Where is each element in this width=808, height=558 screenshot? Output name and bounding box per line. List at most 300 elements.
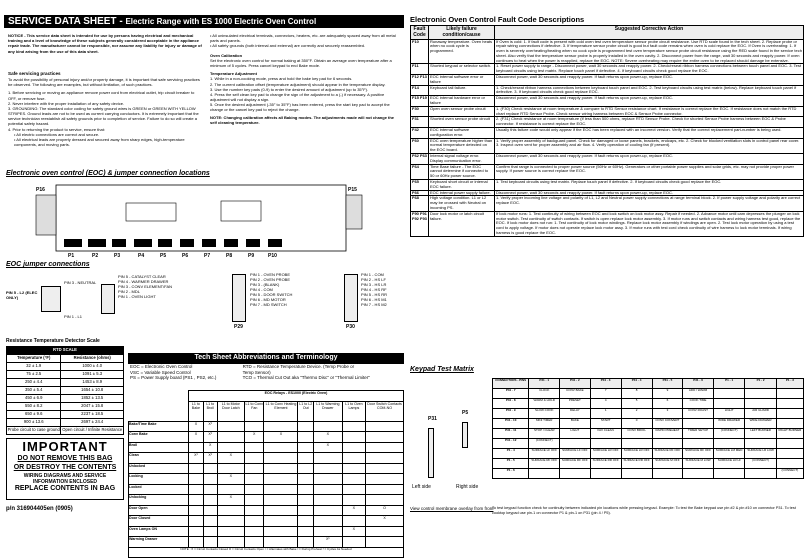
relay-cell bbox=[217, 421, 244, 432]
relay-mode-label: Locking bbox=[129, 474, 189, 485]
keypad-cell bbox=[560, 439, 591, 449]
keypad-col-header: P31 - 3 bbox=[590, 379, 621, 389]
table-row bbox=[411, 106, 804, 117]
relay-cell bbox=[203, 495, 217, 506]
keypad-cell: RAPID PREHEAT bbox=[652, 429, 683, 439]
relay-cell: X¹ bbox=[313, 537, 342, 548]
fault-action: 1. Verify proper incoming line voltage and polarity of L1, L2 and Neutral power supply connections at range terminal block. 2. If power supply voltage and polarity are correct replace EOC. bbox=[495, 196, 804, 211]
jumper-l2-label: PIN 5 - L2 (ELEC ONLY) bbox=[6, 290, 38, 300]
table-row bbox=[129, 421, 404, 432]
keypad-cell: (CONNECT) bbox=[776, 469, 803, 479]
relay-cell: X bbox=[264, 432, 298, 443]
eoc-pin-block-p5 bbox=[158, 239, 172, 247]
relay-cell bbox=[264, 495, 298, 506]
fault-cause: EOC internal power supply failure. bbox=[429, 190, 495, 196]
calibration-step-4: 4. Press the self clean key pad to change the sign of the adjustment to a (-) if necessary. A positive adjustment will not display a sign. bbox=[210, 91, 385, 103]
relay-mode-label: Door Closed bbox=[129, 516, 189, 527]
eoc-chip bbox=[221, 201, 261, 221]
fault-cause: EOC internal software error or failure bbox=[429, 75, 495, 86]
fault-action: Disconnect power, wait 30 seconds and reapply power. If fault returns upon power-up, replace EOC. bbox=[495, 190, 804, 196]
relay-cell bbox=[366, 453, 404, 464]
relay-cell bbox=[313, 526, 342, 537]
table-row bbox=[129, 516, 404, 527]
important-line-4: INFORMATION ENCLOSED bbox=[32, 479, 98, 485]
relay-col-header: Door Switch Contacts COM-NO bbox=[366, 401, 404, 421]
relay-cell bbox=[189, 495, 204, 506]
keypad-cell bbox=[529, 469, 560, 479]
keypad-col-header: CONNECTORS - PINS bbox=[493, 379, 529, 389]
relay-cell bbox=[342, 453, 365, 464]
safe-practices-col2 bbox=[210, 33, 402, 125]
table-row bbox=[411, 39, 804, 64]
jumper-p1-connector bbox=[41, 286, 61, 312]
keypad-col-header: P31 - 1 bbox=[529, 379, 560, 389]
label-p3: P3 bbox=[114, 253, 121, 259]
table-row bbox=[411, 117, 804, 128]
table-row bbox=[7, 387, 124, 395]
relay-cell bbox=[244, 484, 263, 495]
jumper-left-pin-1: PIN 1 - OVEN LIGHT bbox=[118, 294, 156, 299]
relay-cell bbox=[217, 463, 244, 474]
relay-cell bbox=[313, 505, 342, 516]
eoc-connector-p15 bbox=[346, 195, 362, 229]
keypad-cell bbox=[713, 439, 745, 449]
keypad-matrix-header bbox=[493, 379, 804, 389]
temp-adjust-title: Temperature Adjustment bbox=[210, 71, 257, 77]
fault-code: F31 bbox=[411, 117, 429, 128]
fault-cause: EOC internal software configuration error. bbox=[429, 128, 495, 139]
relay-cell bbox=[298, 495, 314, 506]
table-row bbox=[493, 469, 804, 479]
keypad-row-header: P31 - 7 bbox=[493, 389, 529, 399]
relay-cell bbox=[366, 537, 404, 548]
keypad-cell: LIGHT bbox=[560, 429, 591, 439]
rtd-cell: 1091 ± 5.3 bbox=[61, 371, 124, 379]
fault-code: F14 bbox=[411, 85, 429, 96]
keypad-cell: 8 bbox=[621, 389, 652, 399]
keypad-cell: CONV ROAST bbox=[683, 409, 714, 419]
rtd-cell: 2697 ± 24.4 bbox=[61, 419, 124, 427]
keypad-cell bbox=[713, 399, 745, 409]
important-title: IMPORTANT bbox=[22, 439, 108, 454]
relay-mode-label: Conv Bake bbox=[129, 432, 189, 443]
keypad-cell: SURFACE LR HI bbox=[713, 459, 745, 469]
relay-cell bbox=[264, 453, 298, 464]
jumper-mid-pin-6: PIN 6 - MD MOTOR bbox=[250, 297, 286, 302]
keypad-cell bbox=[776, 459, 803, 469]
relay-cell bbox=[244, 463, 263, 474]
abbrev-eoc: EOC = Electronic Oven Control bbox=[130, 364, 193, 369]
jumper-p30-connector bbox=[344, 274, 358, 322]
eoc-relay-block bbox=[126, 203, 176, 221]
safe-practices-intro: To avoid the possibility of personal injury and/or property damage, it is important that safe servicing practices be observed. The following are examples, but without limitation, of such practices. bbox=[8, 76, 200, 88]
keypad-col-header: P31 - 2 bbox=[560, 379, 591, 389]
relay-cell: X bbox=[217, 495, 244, 506]
relay-cell bbox=[244, 453, 263, 464]
keypad-cell: SURFACE LF OFF bbox=[560, 449, 591, 459]
fault-code: F68 bbox=[411, 196, 429, 211]
fault-col-code: Fault Code bbox=[411, 26, 429, 40]
relay-cell bbox=[264, 537, 298, 548]
keypad-cell: CONV CONVERT bbox=[652, 419, 683, 429]
fault-table-header bbox=[411, 26, 804, 40]
abbrev-vsc: VSC = Variable Speed Control bbox=[130, 369, 191, 375]
relay-cell: X¹ bbox=[203, 453, 217, 464]
relay-cell bbox=[217, 432, 244, 443]
relay-matrix-corner bbox=[129, 391, 189, 422]
keypad-cell: 2 bbox=[621, 409, 652, 419]
keypad-row-header: P31 - 9 bbox=[493, 409, 529, 419]
keypad-p5-label: P5 bbox=[462, 410, 469, 416]
fault-title: Electronic Oven Control Fault Code Descriptions bbox=[410, 15, 585, 24]
relay-cell bbox=[189, 516, 204, 527]
keypad-cell: 1 bbox=[590, 409, 621, 419]
relay-cell bbox=[244, 516, 263, 527]
relay-cell bbox=[366, 474, 404, 485]
relay-cell bbox=[366, 442, 404, 453]
table-row bbox=[411, 85, 804, 96]
table-row bbox=[129, 505, 404, 516]
keypad-cell: (CONNECT) bbox=[713, 429, 745, 439]
jumper-right-pin-3: PIN 3 - HS LR bbox=[361, 282, 387, 287]
fault-code: F60 bbox=[411, 138, 429, 153]
relay-cell bbox=[189, 463, 204, 474]
fault-code: F65 bbox=[411, 180, 429, 191]
keypad-cell bbox=[745, 399, 776, 409]
relay-cell: X bbox=[203, 442, 217, 453]
fault-action: 1. Test keyboard circuits using test matrix. Replace touch panel if defective. 2. If keyboard circuits check good replace the EOC. bbox=[495, 180, 804, 191]
relay-cell bbox=[342, 442, 365, 453]
relay-cell bbox=[189, 537, 204, 548]
relay-mode-label: Clean bbox=[129, 453, 189, 464]
table-row bbox=[493, 439, 804, 449]
relay-cell bbox=[217, 537, 244, 548]
relay-cell bbox=[313, 463, 342, 474]
keypad-cell bbox=[621, 469, 652, 479]
keypad-cell: CLOCK bbox=[529, 389, 560, 399]
relay-cell: X bbox=[189, 432, 204, 443]
relay-cell bbox=[342, 474, 365, 485]
fault-cause: Open oven sensor probe circuit bbox=[429, 106, 495, 117]
rtd-cell: 32 ± 1.9 bbox=[7, 363, 61, 371]
safe-item-3: 3. GROUNDING: The standard color coding for safety ground wires is GREEN or GREEN WITH YELLOW STRIPES. Ground leads are not to be used as current carrying conductors. It is extremely important that the service technician reestablish all safety grounds prior to completion of service. Failure to do so will create a potential safety hazard. bbox=[8, 105, 199, 127]
keypad-col-header: P1 - 2 bbox=[745, 379, 776, 389]
relay-cell: X bbox=[342, 526, 365, 537]
fault-code: F64 bbox=[411, 164, 429, 179]
relay-cell bbox=[313, 495, 342, 506]
rtd-cell: 1453 ± 8.9 bbox=[61, 379, 124, 387]
relay-cell bbox=[264, 526, 298, 537]
keypad-cell: 0 bbox=[621, 419, 652, 429]
eoc-pin-block-p10 bbox=[268, 239, 282, 247]
keypad-cell bbox=[745, 469, 776, 479]
label-p4: P4 bbox=[138, 253, 145, 259]
rtd-foot-cell: Open circuit / Infinite Resistance bbox=[61, 427, 124, 435]
table-row bbox=[411, 96, 804, 107]
relay-cell bbox=[244, 526, 263, 537]
table-row bbox=[129, 463, 404, 474]
keypad-row-header: P1 - 5 bbox=[493, 459, 529, 469]
keypad-cell: WIDE DRAWER bbox=[713, 419, 745, 429]
keypad-cell: ADD / WARM bbox=[683, 389, 714, 399]
keypad-left-side: Left side bbox=[412, 484, 431, 490]
fault-cause: High voltage condition. L1 or L2 may be crossed with Neutral on incoming PS. bbox=[429, 196, 495, 211]
keypad-matrix bbox=[492, 378, 804, 479]
notice-text: NOTICE - This service data sheet is intended for use by persons having electrical and mechanical training and a level of knowledge of these subjects generally considered acceptable in the appliance repair trade. The manufacturer cannot be responsible, nor assume any liability for injury or damage of any kind arising from the use of this data sheet. bbox=[8, 33, 202, 54]
eoc-pin-block-p1 bbox=[64, 239, 82, 247]
keypad-cell: SURFACE LR LOW bbox=[745, 449, 776, 459]
fault-code: F62 F63 bbox=[411, 154, 429, 165]
relay-cell: X¹ bbox=[203, 432, 217, 443]
calibration-step-3: 3. Use the number key pads (0-9) to enter the desired amount of adjustment (up to 35°F). bbox=[210, 86, 369, 92]
fault-action: 1. Verify proper assembly of backguard panel. Check for damaged or loose panels, brackets, endcaps, etc. 2. Check for blocked ventilation slots in control panel rear cover. 3. Inspect oven vent for proper assembly and air flow. 4. Verify operation of cooling fan (if present). bbox=[495, 138, 804, 153]
relay-col-header: L1 to Conv Heating Element bbox=[264, 401, 298, 421]
table-row bbox=[411, 211, 804, 236]
important-line-3: WIRING DIAGRAMS AND SERVICE bbox=[23, 472, 107, 479]
relay-cell bbox=[298, 442, 314, 453]
relay-cell: X bbox=[313, 442, 342, 453]
relay-cell bbox=[298, 526, 314, 537]
relay-cell bbox=[189, 505, 204, 516]
important-line-5: REPLACE CONTENTS IN BAG bbox=[14, 485, 116, 493]
jumper-right-pin-6: PIN 6 - HS M1 bbox=[361, 297, 387, 302]
relay-cell bbox=[189, 484, 204, 495]
keypad-row-header: P1 - 4 bbox=[493, 449, 529, 459]
fault-col-cause: Likely failure condition/cause bbox=[429, 26, 495, 40]
relay-cell bbox=[366, 526, 404, 537]
table-row bbox=[411, 180, 804, 191]
rtd-cell: 650 ± 9.6 bbox=[7, 411, 61, 419]
label-p9: P9 bbox=[248, 253, 255, 259]
rtd-col-temp: Temperature (°F) bbox=[7, 355, 61, 363]
fault-action: 1. Reset power supply to range - Disconnect power, wait 30 seconds and reapply power. 2. Check/reseat ribbon harness connections between touch panel and EOC. 3. Test keyboard circuits using test matrix. Replace touch panel if defective. 4. If keyboard circuits check good replace the EOC. bbox=[495, 64, 804, 75]
rtd-cell: 450 ± 6.9 bbox=[7, 395, 61, 403]
keypad-cell bbox=[621, 439, 652, 449]
relay-cell bbox=[217, 526, 244, 537]
fault-action: 1. (F30) Check resistance at room temperature & compare to RTD Sensor resistance chart. If resistance is correct replace the EOC. If resistance does not match the RTD chart replace RTD Sensor Probe. Check sensor wiring harness between EOC & Sensor Probe connector. bbox=[495, 106, 804, 117]
rtd-cell: 75 ± 2.5 bbox=[7, 371, 61, 379]
table-row bbox=[411, 64, 804, 75]
relay-cell bbox=[298, 453, 314, 464]
relay-cell bbox=[264, 421, 298, 432]
keypad-cell: CONV BROIL bbox=[621, 429, 652, 439]
jumper-mid-pins bbox=[250, 272, 330, 307]
jumper-left-pin-2: PIN 2 - MDL bbox=[118, 289, 141, 294]
eoc-pin-block-p8 bbox=[224, 239, 238, 247]
relay-cell: X¹ bbox=[189, 453, 204, 464]
fault-table bbox=[410, 25, 804, 237]
relay-cell bbox=[244, 474, 263, 485]
keypad-cell bbox=[776, 409, 803, 419]
relay-cell bbox=[298, 505, 314, 516]
fault-action: 2. (F31) Check resistance at room temperature (if less than 500 ohms, replace RTD Sensor Probe. Check for shorted Sensor Probe harness between EOC & Probe connector. If resistance is correct replace the EOC. bbox=[495, 117, 804, 128]
keypad-cell: SURFACE LR OFF bbox=[590, 449, 621, 459]
keypad-cell: SURFACE RF OFF bbox=[683, 449, 714, 459]
rtd-cell: 2047 ± 15.8 bbox=[61, 403, 124, 411]
relay-cell bbox=[342, 421, 365, 432]
fault-action: 1. Check/reseat ribbon harness connections between keyboard touch panel and EOC. 2. Test keyboard circuits using test matrix (below). Replace keyboard touch panel if defective. 3. If keyboard circuits check good replace EOC. bbox=[495, 85, 804, 96]
label-p16: P16 bbox=[36, 187, 45, 193]
keypad-cell: WIDE DRAWER bbox=[745, 419, 776, 429]
relay-cell bbox=[217, 505, 244, 516]
keypad-cell: SURFACE M OFF bbox=[652, 459, 683, 469]
safe-item-5: • All electric connections are correct and secure. bbox=[14, 131, 100, 137]
relay-mode-label: Broil bbox=[129, 442, 189, 453]
abbrev-ps: PS = Power Supply board (PS1 , PS2, etc.) bbox=[130, 375, 217, 381]
keypad-right-side: Right side bbox=[456, 484, 479, 490]
relay-cell bbox=[366, 432, 404, 443]
keypad-cell: SURFACE RR OFF bbox=[590, 459, 621, 469]
keypad-cell: START bbox=[590, 419, 621, 429]
label-p15: P15 bbox=[348, 187, 357, 193]
jumper-l1: PIN 1 - L1 bbox=[64, 314, 83, 319]
keypad-row-header: P31 - 12 bbox=[493, 439, 529, 449]
relay-cell bbox=[264, 516, 298, 527]
relay-cell bbox=[217, 442, 244, 453]
keypad-cell: 5 bbox=[621, 399, 652, 409]
eoc-section-title: Electronic oven control (EOC) & jumper connection locations bbox=[6, 170, 210, 177]
table-row bbox=[129, 495, 404, 506]
keypad-cell: LIGHT bbox=[713, 409, 745, 419]
relay-cell bbox=[203, 474, 217, 485]
part-number: p/n 316904405en (0905) bbox=[6, 506, 73, 512]
safe-item-8: • All safety grounds (both internal and external) are correctly and securely reassembled. bbox=[210, 43, 366, 49]
keypad-cell: BAKE bbox=[560, 419, 591, 429]
keypad-matrix-body bbox=[493, 389, 804, 479]
calibration-step-5: 5. Once the desired adjustment (-35° to 35°F) has been entered, press the start key pad to accept the change or the cancel key pad to reject the change. bbox=[210, 102, 390, 113]
keypad-cell: 3 bbox=[652, 409, 683, 419]
jumper-p29-connector bbox=[232, 274, 246, 322]
relay-col-header: L1 to Broil bbox=[203, 401, 217, 421]
jumper-mid-pin-1: PIN 1 - OVEN PROBE bbox=[250, 272, 291, 277]
keypad-cell: 4 bbox=[590, 399, 621, 409]
sheet-subtitle: Electric Range with ES 1000 Electric Oven Control bbox=[125, 17, 317, 26]
rtd-title: Resistance Temperature Detector Scale bbox=[6, 338, 100, 344]
eoc-pin-block-p9 bbox=[246, 239, 260, 247]
relay-cell bbox=[264, 474, 298, 485]
fault-cause: Internal signal voltage error. Display communication error. bbox=[429, 154, 495, 165]
relay-cell bbox=[203, 516, 217, 527]
jumper-right-pins bbox=[361, 272, 406, 307]
table-row bbox=[493, 419, 804, 429]
table-row bbox=[129, 453, 404, 464]
keypad-col-header: P1 - 1 bbox=[713, 379, 745, 389]
relay-cell: X bbox=[313, 432, 342, 443]
jumper-right-pin-1: PIN 1 - COM bbox=[361, 272, 384, 277]
label-p2: P2 bbox=[92, 253, 99, 259]
table-row bbox=[129, 526, 404, 537]
table-row bbox=[411, 128, 804, 139]
table-row bbox=[493, 399, 804, 409]
table-row bbox=[7, 363, 124, 371]
keypad-cell: SURFACE RF OFF bbox=[652, 449, 683, 459]
safe-practices bbox=[8, 71, 203, 147]
keypad-cell: SURFACE RF OFF bbox=[560, 459, 591, 469]
fault-cause: Shorted keypad or selector switch. bbox=[429, 64, 495, 75]
fault-cause: Time Base failure - The EOC cannot determine if connected to 50 or 60Hz power source. bbox=[429, 164, 495, 179]
keypad-cell: SURFACE RF OFF bbox=[529, 459, 560, 469]
jumper-right-pin-7: PIN 7 - HS M2 bbox=[361, 302, 387, 307]
keypad-p31-tail bbox=[428, 428, 434, 478]
jumper-left-pin-3: PIN 3 - CONV ELEMENT/FAN bbox=[118, 284, 173, 289]
relay-col-header: L1 to Motor Door Latch bbox=[217, 401, 244, 421]
jumper-left-pin-4: PIN 4 - WARMER DRAWER bbox=[118, 279, 169, 284]
keypad-row-header: P31 - 8 bbox=[493, 399, 529, 409]
keypad-cell: CONV BAKE bbox=[560, 389, 591, 399]
keypad-cell: SURFACE LM MED bbox=[713, 449, 745, 459]
rtd-cell: 1000 ± 4.0 bbox=[61, 363, 124, 371]
keypad-cell bbox=[776, 419, 803, 429]
keypad-cell bbox=[776, 399, 803, 409]
rtd-cell: 350 ± 5.4 bbox=[7, 387, 61, 395]
rtd-table bbox=[6, 346, 124, 435]
rtd-foot-cell: Probe circuit to case ground bbox=[7, 427, 61, 435]
eoc-pin-block-p4 bbox=[134, 239, 152, 247]
relay-cell bbox=[313, 474, 342, 485]
relay-cell bbox=[264, 505, 298, 516]
abbrev-title: Tech Sheet Abbreviations and Terminology bbox=[128, 353, 404, 364]
safe-item-1: 1. Before servicing or moving an appliance remove power cord from electrical outlet, trip circuit breaker to OFF, or remove fuse. bbox=[8, 90, 195, 101]
rtd-cell: 1654 ± 10.8 bbox=[61, 387, 124, 395]
rtd-col-resistance: Resistance (ohms) bbox=[61, 355, 124, 363]
relay-cell: X¹ bbox=[203, 421, 217, 432]
jumper-section-title: EOC jumper connections bbox=[6, 261, 90, 268]
keypad-view-note: View control membrane overlay from front bbox=[410, 506, 494, 511]
jumper-mid-pin-4: PIN 4 - COM bbox=[250, 287, 273, 292]
table-row bbox=[493, 449, 804, 459]
relay-col-header: L1 to Bake bbox=[189, 401, 204, 421]
keypad-cell: SURFACE M LOW bbox=[683, 459, 714, 469]
keypad-cell: PRESET bbox=[560, 399, 591, 409]
relay-cell bbox=[203, 505, 217, 516]
keypad-cell bbox=[745, 439, 776, 449]
keypad-cell: FAV CLEAN bbox=[590, 429, 621, 439]
relay-col-header: L1 to Warming Drawer bbox=[313, 401, 342, 421]
relay-cell bbox=[342, 432, 365, 443]
table-row bbox=[493, 429, 804, 439]
keypad-cell: 6 bbox=[652, 399, 683, 409]
relay-cell bbox=[313, 516, 342, 527]
rtd-cell: 250 ± 4.4 bbox=[7, 379, 61, 387]
table-row bbox=[411, 196, 804, 211]
table-row bbox=[129, 484, 404, 495]
relay-mode-label: Warming Drawer bbox=[129, 537, 189, 548]
relay-cell bbox=[342, 495, 365, 506]
jumper-p29-label: P29 bbox=[234, 324, 243, 330]
relay-cell bbox=[244, 442, 263, 453]
relay-col-header: L1 to Conv Fan bbox=[244, 401, 263, 421]
relay-cell bbox=[298, 484, 314, 495]
eoc-board-diagram bbox=[6, 181, 406, 261]
fault-cause: Keyboard short circuit or internal EOC failure. bbox=[429, 180, 495, 191]
keypad-cell: SURFACE LR OFF bbox=[621, 449, 652, 459]
calibration-text: Set the electronic oven control for normal baking at 350°F. Obtain an average oven temperature after a minimum of 5 cycles. Press cancel keypad to end Bake mode. bbox=[210, 57, 392, 68]
relay-matrix-note: NOTE : X = Circuit Contacts Closed O = Circuit Contacts Open ¹ = Alternates with Bake ² = During Preheat ³ = Cycles As Needed bbox=[129, 547, 404, 558]
relay-cell bbox=[217, 484, 244, 495]
eoc-pin-block-p2 bbox=[88, 239, 106, 247]
relay-cell bbox=[264, 484, 298, 495]
relay-col-header: L1 to Oven Lamps bbox=[342, 401, 365, 421]
keypad-cell bbox=[560, 469, 591, 479]
relay-cell bbox=[366, 463, 404, 474]
keypad-cell: (CONNECT) bbox=[745, 459, 776, 469]
relay-cell bbox=[366, 495, 404, 506]
label-p8: P8 bbox=[226, 253, 233, 259]
relay-cell bbox=[342, 484, 365, 495]
safe-practices-title: Safe servicing practices bbox=[8, 71, 61, 76]
fault-cause: Keyboard tail failure. bbox=[429, 85, 495, 96]
jumper-mid-pin-2: PIN 2 - OVEN PROBE bbox=[250, 277, 291, 282]
